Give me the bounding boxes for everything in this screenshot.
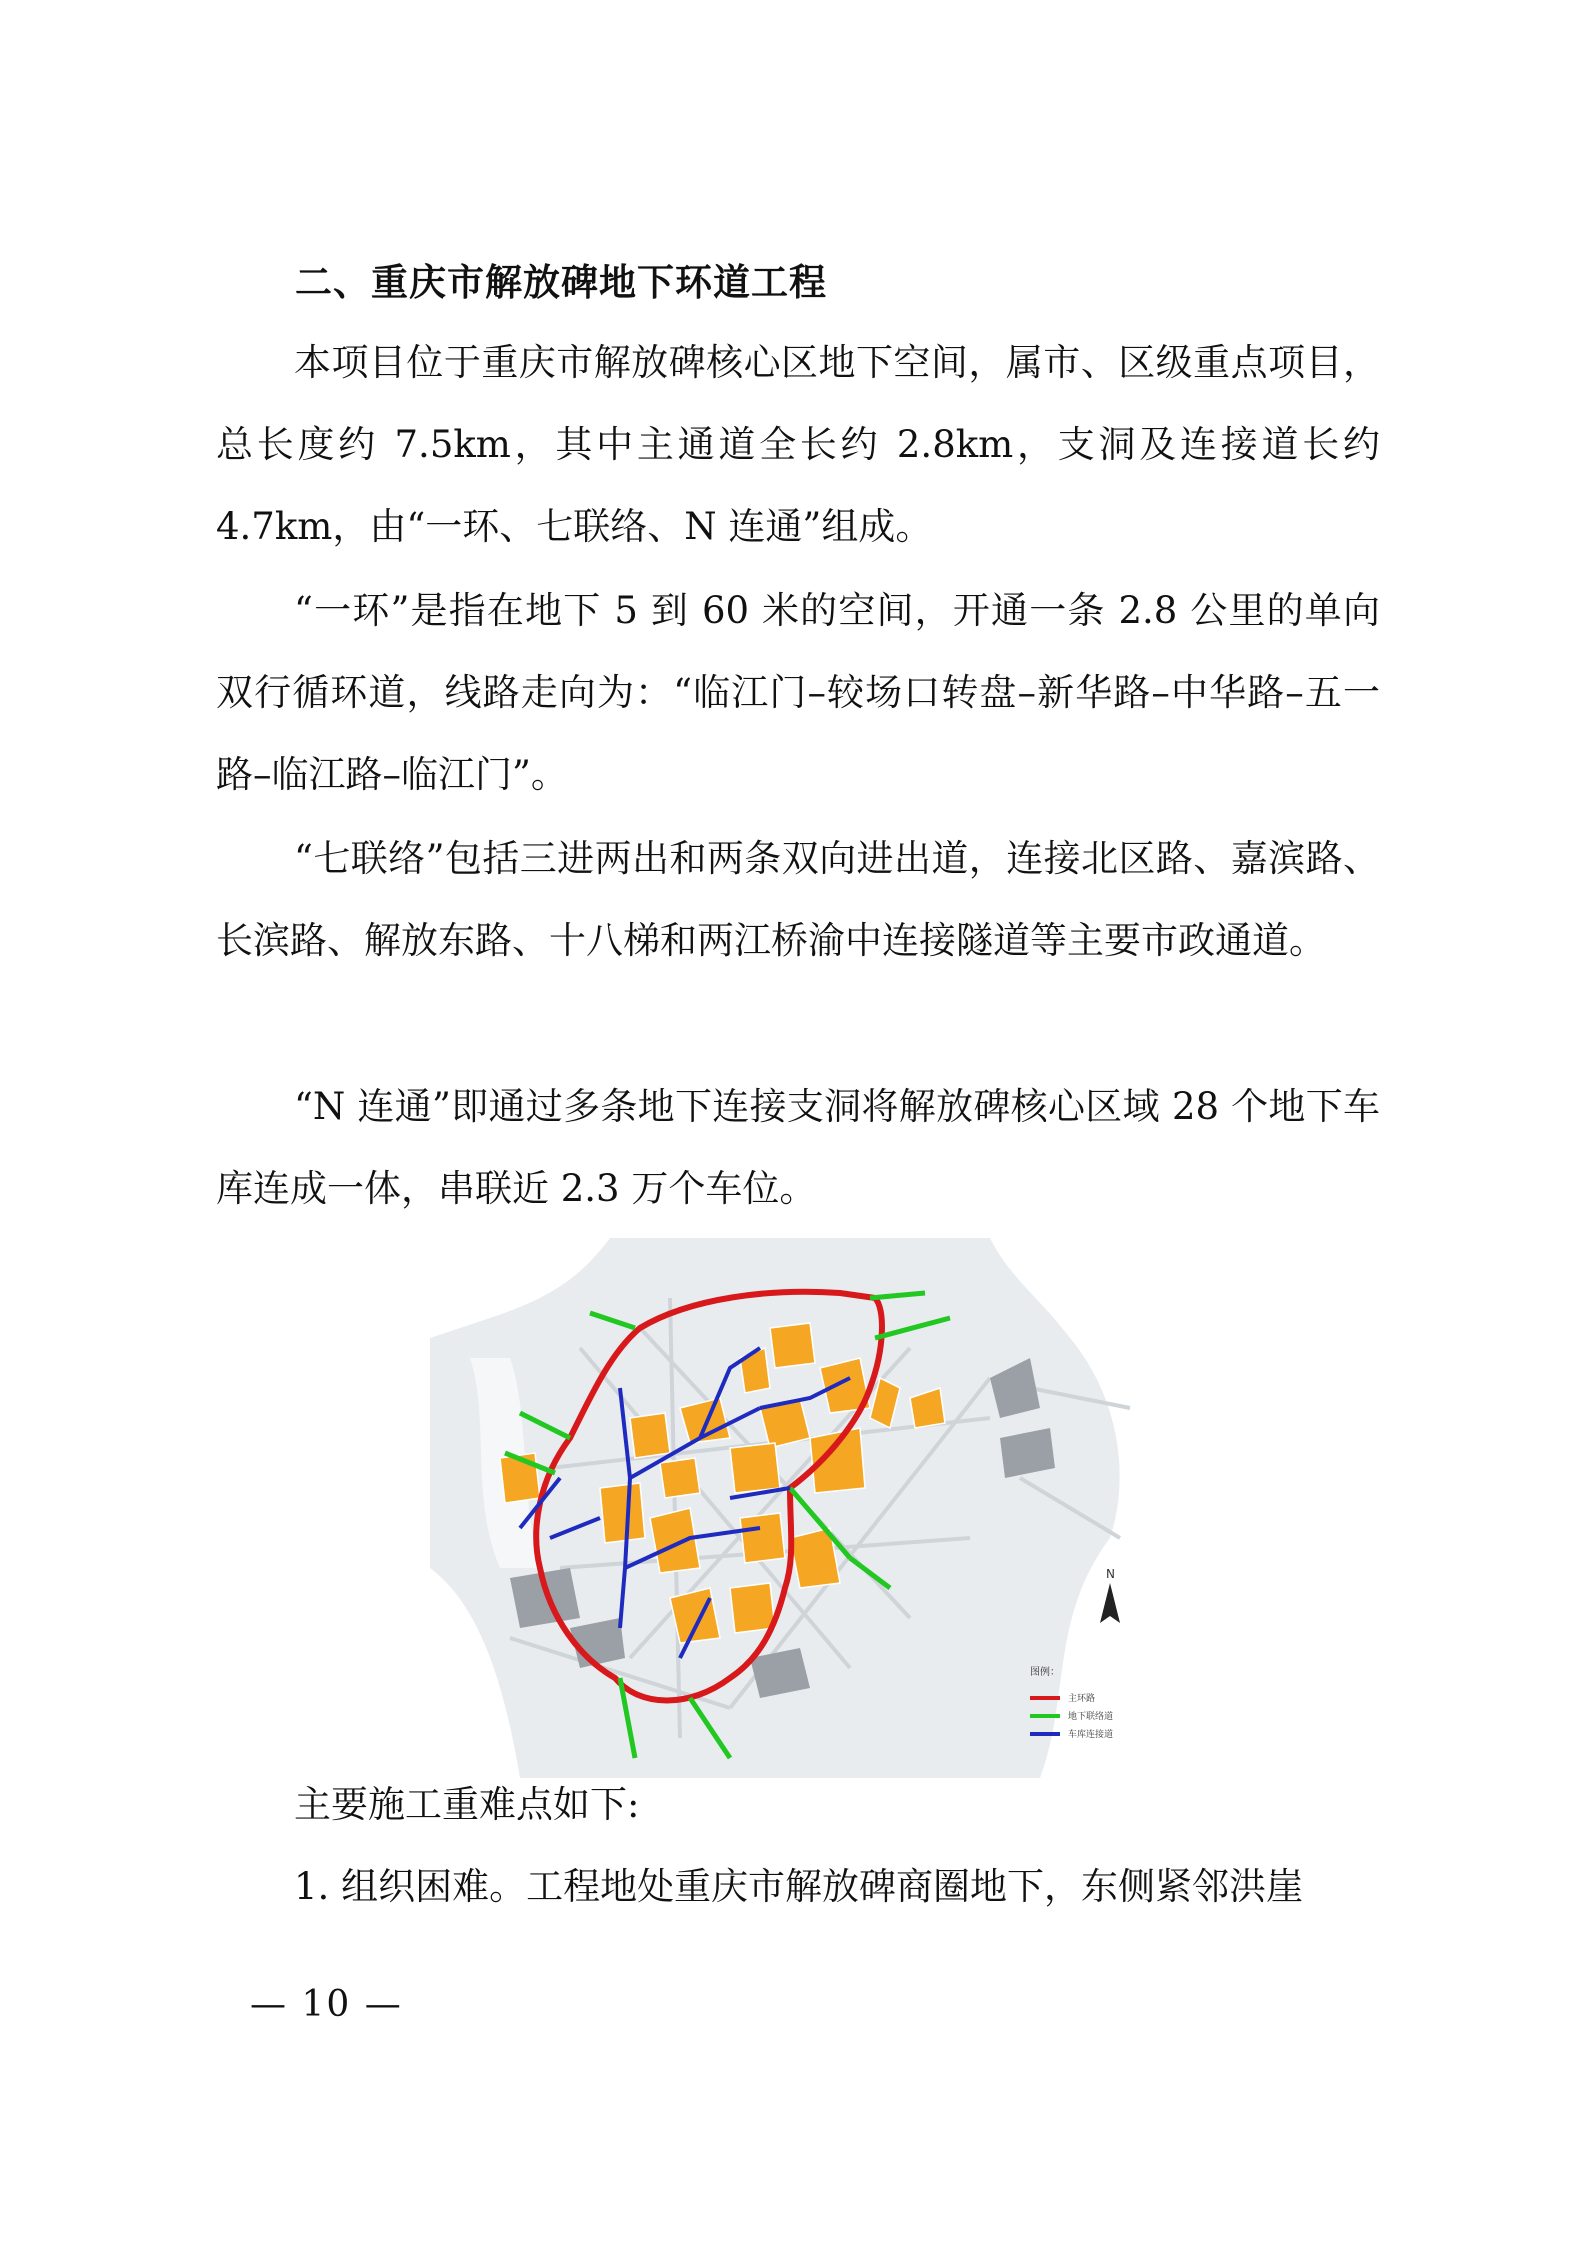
legend-label-main-ring: 主环路	[1068, 1694, 1096, 1704]
section-heading: 二、重庆市解放碑地下环道工程	[295, 261, 827, 304]
legend-label-garage-connector: 车库连接道	[1068, 1730, 1114, 1740]
paragraph-difficulty-item-1: 1. 组织困难。工程地处重庆市解放碑商圈地下，东侧紧邻洪崖	[294, 1865, 1304, 1908]
paragraph-one-ring: “一环”是指在地下 5 到 60 米的空间，开通一条 2.8 公里的单向双行循环道，线路走向为：“临江门–较场口转盘–新华路–中华路–五一路–临江路–临江门”。	[216, 589, 1380, 796]
paragraph-n-connections: “N 连通”即通过多条地下连接支洞将解放碑核心区域 28 个地下车库连成一体，串联近 2.3 万个车位。	[216, 1085, 1380, 1210]
route-map	[430, 1238, 1160, 1778]
paragraph-seven-links: “七联络”包括三进两出和两条双向进出道，连接北区路、嘉滨路、长滨路、解放东路、十八梯和两江桥渝中连接隧道等主要市政通道。	[216, 837, 1380, 962]
paragraph-difficulties-intro: 主要施工重难点如下:	[294, 1783, 640, 1826]
legend-label-link-road: 地下联络道	[1068, 1712, 1114, 1722]
page-number: — 10 —	[250, 1984, 403, 2025]
route-map-figure	[430, 1238, 1160, 1778]
north-label: N	[1106, 1567, 1115, 1581]
paragraph-project-overview: 本项目位于重庆市解放碑核心区地下空间，属市、区级重点项目，总长度约 7.5km，其中主通道全长约 2.8km，支洞及连接道长约 4.7km，由“一环、七联络、N 连通”组成。	[216, 341, 1380, 548]
legend-title: 图例：	[1030, 1667, 1060, 1678]
